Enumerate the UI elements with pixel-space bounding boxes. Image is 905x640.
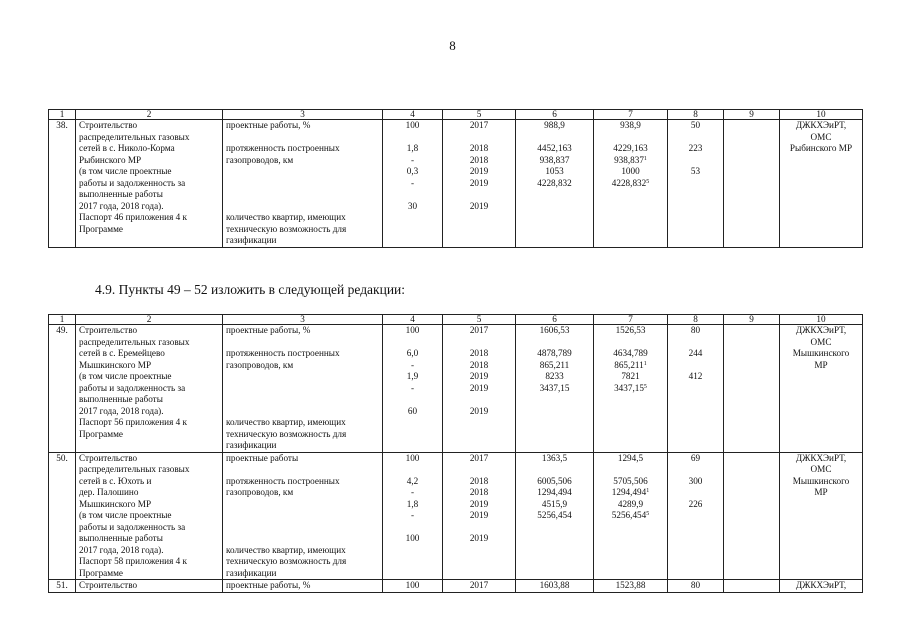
regional-funds-line: 4229,163	[613, 143, 648, 153]
regional-funds-line: 4634,789	[613, 348, 648, 358]
regional-funds-line: 4289,9	[617, 498, 644, 509]
share-percent	[668, 120, 724, 248]
year-line: 2019	[469, 498, 489, 509]
indicator-value-line	[386, 394, 439, 406]
year-line: 2018	[469, 359, 489, 370]
total-cost-line: 4228,832	[537, 177, 572, 188]
share-percent	[668, 452, 724, 580]
year-line: 2017	[469, 120, 489, 130]
indicator-value	[383, 452, 443, 580]
regional-funds-line: 865,211$^1$	[614, 359, 647, 370]
header-cell-9: 9	[724, 315, 780, 325]
year-line: 2019	[469, 405, 489, 416]
total-cost	[516, 580, 594, 593]
indicator-design: проектные работы	[226, 452, 299, 463]
year-line: 2017	[469, 580, 489, 590]
total-cost	[516, 120, 594, 248]
blank-line	[226, 337, 379, 349]
object-name-line: выполненные работы	[79, 189, 163, 199]
object-name-line: Строительство	[79, 452, 138, 463]
object-name-line: работы и задолженность за	[79, 521, 186, 532]
indicator-length: газопроводов, км	[226, 487, 294, 497]
indicator-value-line: -	[410, 177, 415, 188]
object-name-line: сетей в с. Николо-Корма	[79, 143, 175, 153]
executor	[780, 325, 863, 453]
blank-line	[226, 394, 379, 406]
header-cell-6: 6	[516, 315, 594, 325]
header-cell-2: 2	[76, 315, 223, 325]
object-name-line: (в том числе проектные	[79, 510, 172, 520]
object-name-line: дер. Палошино	[79, 487, 139, 497]
header-cell-8: 8	[668, 315, 724, 325]
indicator-apartments: газификации	[226, 235, 277, 245]
header-cell-5: 5	[443, 110, 516, 120]
indicator-value-line: 1,8	[406, 143, 419, 153]
object-name	[76, 120, 223, 248]
row-number: 51.	[49, 580, 76, 593]
regional-funds	[594, 120, 668, 248]
header-cell-10: 10	[780, 110, 863, 120]
total-cost-line: 1294,494	[537, 487, 572, 497]
share-percent-line: 412	[688, 371, 703, 381]
blank-line	[226, 371, 379, 383]
object-name-line: (в том числе проектные	[79, 371, 172, 381]
object-name-line: сетей в с. Юхоть и	[79, 475, 152, 486]
blank-line	[226, 166, 379, 178]
object-name-line: Паспорт 56 приложения 4 к	[79, 417, 187, 427]
object-name-line: Программе	[79, 223, 123, 234]
object-name-line: Рыбинского МР	[79, 154, 142, 165]
year-line: 2019	[469, 371, 489, 381]
object-name-line: Строительство	[79, 580, 138, 590]
object-name-line: Паспорт 46 приложения 4 к	[79, 212, 187, 222]
header-cell-5: 5	[443, 315, 516, 325]
total-cost-line	[519, 337, 590, 349]
object-name-line: Мышкинского МР	[79, 498, 152, 509]
object-name-line: распределительных газовых	[79, 131, 190, 142]
object-name-line: распределительных газовых	[79, 336, 190, 347]
indicator-apartments: количество квартир, имеющих	[226, 212, 346, 222]
indicator-value-line: 100	[405, 452, 420, 463]
column-9-empty	[724, 452, 780, 580]
row-number: 50.	[49, 452, 76, 580]
indicator-value-line: -	[410, 487, 415, 497]
object-name	[76, 325, 223, 453]
regional-funds-line: 5256,454$^5$	[611, 510, 650, 520]
year-line	[446, 394, 512, 406]
executor-line: ДЖКХЭиРТ,	[795, 120, 847, 130]
regional-funds-line: 1294,5	[617, 452, 644, 463]
footnote-marker: 1	[643, 360, 647, 367]
indicator-apartments: количество квартир, имеющих	[226, 544, 346, 555]
object-name-line: Строительство	[79, 325, 138, 335]
indicator-value-line	[386, 337, 439, 349]
executor-line: Мышкинского	[792, 475, 850, 486]
share-percent	[668, 325, 724, 453]
total-cost	[516, 325, 594, 453]
year	[443, 580, 516, 593]
table-objects-49-52	[48, 314, 863, 593]
header-cell-7: 7	[594, 110, 668, 120]
blank-line	[226, 464, 379, 476]
executor	[780, 452, 863, 580]
footnote-marker: 5	[646, 511, 650, 517]
object-name	[76, 580, 223, 593]
header-cell-9: 9	[724, 110, 780, 120]
footnote-marker: 1	[643, 155, 647, 162]
indicator-apartments: количество квартир, имеющих	[226, 417, 346, 427]
blank-line	[226, 383, 379, 395]
indicator-apartments: газификации	[226, 440, 277, 450]
indicator-value	[383, 580, 443, 593]
object-name-line: Строительство	[79, 120, 138, 130]
object-name-line: Программе	[79, 567, 123, 578]
year	[443, 452, 516, 580]
regional-funds	[594, 580, 668, 593]
table-object-38	[48, 109, 863, 248]
regional-funds-line: 3437,15$^5$	[614, 382, 647, 393]
regional-funds-line: 938,837$^1$	[614, 154, 647, 165]
year-line: 2018	[469, 143, 489, 153]
indicator-apartments: газификации	[226, 567, 277, 578]
blank-line	[226, 201, 379, 213]
regional-funds-line: 5705,506	[613, 475, 648, 486]
blank-line	[226, 533, 379, 545]
executor-line: ОМС	[810, 131, 832, 142]
page-number: 8	[449, 38, 456, 53]
share-percent-line	[671, 487, 720, 499]
table-header-row	[49, 110, 863, 120]
year-line: 2018	[469, 487, 489, 497]
executor-line: ОМС	[810, 464, 832, 474]
regional-funds-line: 7821	[621, 371, 640, 381]
indicator-value-line: 60	[407, 405, 418, 416]
row-number: 38.	[49, 120, 76, 248]
indicator-length: газопроводов, км	[226, 359, 294, 370]
total-cost-line: 6005,506	[537, 475, 572, 486]
object-name-line: распределительных газовых	[79, 464, 190, 474]
share-percent-line: 69	[690, 452, 701, 463]
indicator-value-line	[386, 464, 439, 476]
indicator-value-line	[386, 189, 439, 201]
blank-line	[226, 510, 379, 522]
indicator-design: проектные работы, %	[226, 120, 311, 130]
indicator-design: проектные работы, %	[226, 580, 311, 590]
table-header-row	[49, 315, 863, 325]
share-percent-line	[671, 337, 720, 349]
indicator-design: проектные работы, %	[226, 325, 311, 335]
executor-line: Мышкинского	[792, 348, 850, 358]
header-cell-1: 1	[49, 110, 76, 120]
executor-line: ДЖКХЭиРТ,	[795, 325, 847, 335]
header-cell-6: 6	[516, 110, 594, 120]
footnote-marker: 1	[646, 488, 650, 494]
indicator-apartments: техническую возможность для	[226, 556, 347, 566]
object-name-line: Мышкинского МР	[79, 359, 152, 370]
share-percent-line: 80	[690, 325, 701, 335]
share-percent-line: 226	[688, 498, 703, 509]
header-cell-3: 3	[223, 110, 383, 120]
blank-line	[226, 522, 379, 534]
regional-funds-line: 938,9	[620, 120, 641, 130]
year-line: 2017	[469, 325, 489, 335]
indicators	[223, 452, 383, 580]
indicator-value-line: -	[410, 382, 415, 393]
total-cost-line: 4452,163	[537, 143, 572, 153]
object-name-line: (в том числе проектные	[79, 166, 172, 176]
object-name-line: Паспорт 58 приложения 4 к	[79, 556, 187, 566]
year-line: 2019	[469, 200, 489, 211]
indicator-value-line: 4,2	[406, 475, 419, 486]
share-percent	[668, 580, 724, 593]
indicator-value-line: 100	[405, 120, 420, 130]
object-name	[76, 452, 223, 580]
regional-funds-line: 1523,88	[615, 580, 646, 590]
indicator-length: протяженность построенных	[226, 348, 340, 358]
share-percent-line	[671, 155, 720, 167]
footnote-marker: 5	[643, 383, 647, 390]
total-cost-line: 3437,15	[539, 382, 570, 393]
total-cost-line: 1603,88	[539, 580, 570, 590]
indicator-value-line	[386, 132, 439, 144]
indicator-value-line: 1,8	[406, 498, 419, 509]
indicator-value-line: 1,9	[406, 371, 419, 381]
indicator-value-line: -	[410, 359, 415, 370]
object-name-line: выполненные работы	[79, 394, 163, 404]
indicator-value-line: 100	[405, 580, 420, 590]
year-line: 2019	[469, 533, 489, 543]
year-line: 2018	[469, 475, 489, 486]
total-cost-line: 1606,53	[539, 325, 570, 335]
year-line: 2017	[469, 452, 489, 463]
blank-line	[226, 189, 379, 201]
share-percent-line	[671, 464, 720, 476]
regional-funds-line	[597, 132, 664, 144]
total-cost-line: 938,837	[539, 154, 570, 165]
indicators	[223, 580, 383, 593]
executor	[780, 120, 863, 248]
year-line: 2018	[469, 348, 489, 358]
object-name-line: сетей в с. Еремейцево	[79, 348, 165, 358]
total-cost-line: 988,9	[544, 120, 565, 130]
indicator-value-line: -	[410, 154, 415, 165]
total-cost-line	[519, 132, 590, 144]
section-heading: 4.9. Пункты 49 – 52 изложить в следующей редакции:	[95, 282, 406, 297]
indicator-apartments: техническую возможность для	[226, 428, 347, 439]
header-cell-1: 1	[49, 315, 76, 325]
column-9-empty	[724, 580, 780, 593]
header-cell-3: 3	[223, 315, 383, 325]
indicator-length: газопроводов, км	[226, 154, 294, 165]
indicator-value-line: 0,3	[406, 166, 419, 176]
header-cell-4: 4	[383, 315, 443, 325]
header-cell-10: 10	[780, 315, 863, 325]
year-line: 2019	[469, 510, 489, 520]
year-line: 2019	[469, 382, 489, 393]
blank-line	[226, 406, 379, 418]
year-line	[446, 132, 512, 144]
regional-funds-line: 1294,494$^1$	[611, 487, 650, 497]
share-percent-line: 50	[690, 120, 701, 130]
column-9-empty	[724, 325, 780, 453]
object-name-line: работы и задолженность за	[79, 177, 186, 188]
year-line	[446, 464, 512, 476]
header-cell-2: 2	[76, 110, 223, 120]
indicator-value-line: 30	[407, 200, 418, 211]
total-cost-line: 5256,454	[537, 510, 572, 520]
row-number: 49.	[49, 325, 76, 453]
indicators	[223, 325, 383, 453]
indicator-value-line	[386, 522, 439, 534]
total-cost-line: 1053	[545, 166, 564, 176]
indicator-value	[383, 325, 443, 453]
indicator-value-line: 6,0	[406, 348, 419, 358]
year-line	[446, 337, 512, 349]
object-name-line: работы и задолженность за	[79, 382, 186, 393]
indicator-value	[383, 120, 443, 248]
table-row	[49, 120, 863, 248]
regional-funds-line: 4228,832$^5$	[611, 177, 650, 188]
regional-funds	[594, 452, 668, 580]
object-name-line: 2017 года, 2018 года).	[79, 544, 164, 555]
table-row	[49, 580, 863, 593]
year	[443, 120, 516, 248]
indicator-value-line: 100	[405, 533, 420, 543]
header-cell-4: 4	[383, 110, 443, 120]
indicator-apartments: техническую возможность для	[226, 223, 347, 234]
share-percent-line: 223	[688, 143, 703, 153]
object-name-line: выполненные работы	[79, 533, 163, 543]
blank-line	[226, 132, 379, 144]
executor-line: Рыбинского МР	[789, 143, 853, 153]
object-name-line: 2017 года, 2018 года).	[79, 200, 164, 211]
table-row	[49, 325, 863, 453]
blank-line	[226, 178, 379, 190]
total-cost-line: 8233	[545, 371, 564, 381]
indicator-length: протяженность построенных	[226, 475, 340, 486]
executor	[780, 580, 863, 593]
total-cost	[516, 452, 594, 580]
table-row	[49, 452, 863, 580]
share-percent-line: 80	[690, 580, 701, 590]
total-cost-line: 865,211	[539, 359, 570, 370]
object-name-line: 2017 года, 2018 года).	[79, 405, 164, 416]
year-line	[446, 522, 512, 534]
footnote-marker: 5	[646, 178, 650, 185]
indicator-value-line: 100	[405, 325, 420, 335]
executor-line: ДЖКХЭиРТ,	[795, 580, 847, 590]
executor-line: МР	[814, 359, 828, 370]
total-cost-line: 4878,789	[537, 348, 572, 358]
column-9-empty	[724, 120, 780, 248]
year-line	[446, 189, 512, 201]
share-percent-line	[671, 132, 720, 144]
share-percent-line: 53	[690, 166, 701, 176]
share-percent-line	[671, 360, 720, 372]
regional-funds	[594, 325, 668, 453]
share-percent-line: 244	[688, 348, 703, 358]
indicator-length: протяженность построенных	[226, 143, 340, 153]
year-line: 2018	[469, 154, 489, 165]
header-cell-7: 7	[594, 315, 668, 325]
object-name-line: Программе	[79, 428, 123, 439]
executor-line: ОМС	[810, 336, 832, 347]
year-line: 2019	[469, 177, 489, 188]
year-line: 2019	[469, 166, 489, 176]
indicators	[223, 120, 383, 248]
header-cell-8: 8	[668, 110, 724, 120]
regional-funds-line: 1000	[621, 166, 640, 176]
executor-line: МР	[814, 487, 828, 497]
year	[443, 325, 516, 453]
regional-funds-line: 1526,53	[615, 325, 646, 335]
total-cost-line: 4515,9	[541, 498, 568, 509]
regional-funds-line	[597, 337, 664, 349]
total-cost-line: 1363,5	[541, 452, 568, 463]
share-percent-line: 300	[688, 475, 703, 486]
total-cost-line	[519, 464, 590, 476]
indicator-value-line: -	[410, 510, 415, 520]
blank-line	[226, 499, 379, 511]
regional-funds-line	[597, 464, 664, 476]
executor-line: ДЖКХЭиРТ,	[795, 452, 847, 463]
